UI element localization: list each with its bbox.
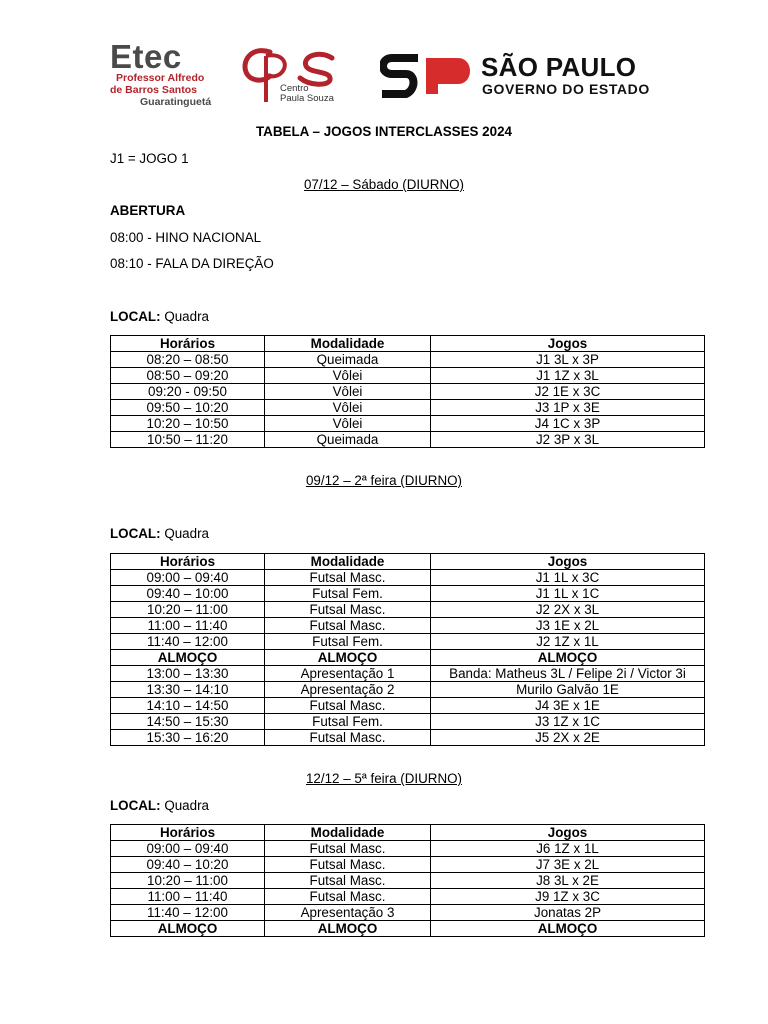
etec-logo-line1: Professor Alfredo <box>116 72 205 84</box>
opening-label: ABERTURA <box>110 203 186 218</box>
day2-local-value: Quadra <box>164 526 209 541</box>
header-modalidade: Modalidade <box>265 336 431 352</box>
cell-modality: Apresentação 3 <box>265 905 431 921</box>
cell-modality: Vôlei <box>265 368 431 384</box>
cell-modality: Futsal Masc. <box>265 889 431 905</box>
cell-modality: Futsal Masc. <box>265 698 431 714</box>
cps-logo-line1: Centro <box>280 83 309 94</box>
cell-game: J4 1C x 3P <box>431 416 705 432</box>
table-row <box>111 400 705 416</box>
table-row <box>111 730 705 746</box>
cell-modality: ALMOÇO <box>265 650 431 666</box>
day3-schedule-table <box>110 824 705 937</box>
cell-modality: Vôlei <box>265 400 431 416</box>
cell-game: J3 1E x 2L <box>431 618 705 634</box>
cell-modality: Apresentação 1 <box>265 666 431 682</box>
day1-heading-text: 07/12 – Sábado (DIURNO) <box>303 177 465 192</box>
day3-heading-text: 12/12 – 5ª feira (DIURNO) <box>305 771 463 786</box>
cell-time: 14:50 – 15:30 <box>111 714 265 730</box>
header-jogos: Jogos <box>431 825 705 841</box>
cell-modality: Futsal Masc. <box>265 873 431 889</box>
cell-modality: Futsal Masc. <box>265 618 431 634</box>
cell-game: J7 3E x 2L <box>431 857 705 873</box>
cell-game: J6 1Z x 1L <box>431 841 705 857</box>
header-jogos: Jogos <box>431 554 705 570</box>
day1-heading <box>0 177 768 192</box>
cell-modality: Futsal Fem. <box>265 586 431 602</box>
opening-item-2: 08:10 - FALA DA DIREÇÃO <box>110 256 274 271</box>
sp-logo-line2: GOVERNO DO ESTADO <box>482 81 650 97</box>
sp-logo-line1: SÃO PAULO <box>481 52 637 82</box>
day1-local-label: LOCAL: <box>110 309 161 324</box>
cell-time: 09:20 - 09:50 <box>111 384 265 400</box>
cell-modality: Futsal Fem. <box>265 714 431 730</box>
sp-mark-icon <box>380 54 476 98</box>
cell-time: 08:20 – 08:50 <box>111 352 265 368</box>
cell-modality: Futsal Masc. <box>265 857 431 873</box>
cell-game: Jonatas 2P <box>431 905 705 921</box>
table-row <box>111 368 705 384</box>
cell-game: J2 2X x 3L <box>431 602 705 618</box>
day3-local-value: Quadra <box>164 798 209 813</box>
cell-game: J2 1Z x 1L <box>431 634 705 650</box>
cell-game: J8 3L x 2E <box>431 873 705 889</box>
table-row <box>111 602 705 618</box>
page-title: TABELA – JOGOS INTERCLASSES 2024 <box>256 124 512 139</box>
legend-text: J1 = JOGO 1 <box>110 151 189 166</box>
day2-local <box>110 526 209 541</box>
cell-time: 11:40 – 12:00 <box>111 905 265 921</box>
table-row <box>111 416 705 432</box>
sao-paulo-logo <box>380 54 660 98</box>
cell-time: 08:50 – 09:20 <box>111 368 265 384</box>
cell-time: 10:20 – 11:00 <box>111 873 265 889</box>
cell-game: Murilo Galvão 1E <box>431 682 705 698</box>
table-row <box>111 666 705 682</box>
cell-game: J1 1L x 1C <box>431 586 705 602</box>
table-row <box>111 618 705 634</box>
cell-game: J1 1L x 3C <box>431 570 705 586</box>
day3-heading <box>0 771 768 786</box>
cell-time: 14:10 – 14:50 <box>111 698 265 714</box>
cell-game: J3 1P x 3E <box>431 400 705 416</box>
cell-time: 09:00 – 09:40 <box>111 841 265 857</box>
cell-time: 13:00 – 13:30 <box>111 666 265 682</box>
cell-modality: Futsal Masc. <box>265 730 431 746</box>
cell-modality: Vôlei <box>265 384 431 400</box>
day3-local-label: LOCAL: <box>110 798 161 813</box>
cell-game: J1 3L x 3P <box>431 352 705 368</box>
cell-time: 09:00 – 09:40 <box>111 570 265 586</box>
cell-modality: ALMOÇO <box>265 921 431 937</box>
table-row <box>111 682 705 698</box>
table-row <box>111 841 705 857</box>
day1-local-value: Quadra <box>164 309 209 324</box>
lunch-row <box>111 650 705 666</box>
cell-modality: Apresentação 2 <box>265 682 431 698</box>
day2-local-label: LOCAL: <box>110 526 161 541</box>
day1-local <box>110 309 209 324</box>
table-row <box>111 905 705 921</box>
table-header-row <box>111 336 705 352</box>
cell-modality: Queimada <box>265 352 431 368</box>
cell-time: 10:20 – 11:00 <box>111 602 265 618</box>
table-header-row <box>111 554 705 570</box>
day1-schedule-table <box>110 335 705 448</box>
cell-game: J2 1E x 3C <box>431 384 705 400</box>
table-row <box>111 714 705 730</box>
lunch-row <box>111 921 705 937</box>
cell-time: 13:30 – 14:10 <box>111 682 265 698</box>
cell-game: J4 3E x 1E <box>431 698 705 714</box>
header-modalidade: Modalidade <box>265 554 431 570</box>
cell-time: ALMOÇO <box>111 921 265 937</box>
cell-time: 15:30 – 16:20 <box>111 730 265 746</box>
table-row <box>111 889 705 905</box>
opening-item-1: 08:00 - HINO NACIONAL <box>110 230 262 245</box>
table-row <box>111 352 705 368</box>
table-row <box>111 432 705 448</box>
cell-time: 11:40 – 12:00 <box>111 634 265 650</box>
cell-game: J3 1Z x 1C <box>431 714 705 730</box>
header-modalidade: Modalidade <box>265 825 431 841</box>
table-row <box>111 873 705 889</box>
cell-game: J5 2X x 2E <box>431 730 705 746</box>
cell-game: Banda: Matheus 3L / Felipe 2i / Victor 3i <box>431 666 705 682</box>
table-row <box>111 384 705 400</box>
table-row <box>111 570 705 586</box>
cell-time: 10:20 – 10:50 <box>111 416 265 432</box>
day2-heading <box>0 473 768 488</box>
cell-time: ALMOÇO <box>111 650 265 666</box>
table-row <box>111 586 705 602</box>
header-horarios: Horários <box>111 336 265 352</box>
day3-local <box>110 798 209 813</box>
header-horarios: Horários <box>111 825 265 841</box>
etec-logo <box>110 38 212 108</box>
cell-time: 09:50 – 10:20 <box>111 400 265 416</box>
cps-logo-line2: Paula Souza <box>280 93 334 104</box>
table-header-row <box>111 825 705 841</box>
header-jogos: Jogos <box>431 336 705 352</box>
cell-time: 11:00 – 11:40 <box>111 889 265 905</box>
cell-modality: Queimada <box>265 432 431 448</box>
cell-game: J9 1Z x 3C <box>431 889 705 905</box>
cell-modality: Futsal Masc. <box>265 841 431 857</box>
cell-modality: Futsal Masc. <box>265 570 431 586</box>
cell-modality: Vôlei <box>265 416 431 432</box>
cell-time: 09:40 – 10:00 <box>111 586 265 602</box>
day2-schedule-table <box>110 553 705 746</box>
cell-time: 09:40 – 10:20 <box>111 857 265 873</box>
table-row <box>111 634 705 650</box>
etec-logo-name: Etec <box>110 38 182 75</box>
table-row <box>111 698 705 714</box>
header-horarios: Horários <box>111 554 265 570</box>
etec-logo-line2: de Barros Santos <box>110 84 197 96</box>
cell-time: 10:50 – 11:20 <box>111 432 265 448</box>
cps-logo <box>240 44 340 106</box>
cell-modality: Futsal Fem. <box>265 634 431 650</box>
cell-modality: Futsal Masc. <box>265 602 431 618</box>
etec-logo-line3: Guaratinguetá <box>140 96 212 108</box>
cell-game: ALMOÇO <box>431 650 705 666</box>
cps-logo-text <box>280 84 334 104</box>
day2-heading-text: 09/12 – 2ª feira (DIURNO) <box>305 473 463 488</box>
cell-game: J1 1Z x 3L <box>431 368 705 384</box>
cell-game: J2 3P x 3L <box>431 432 705 448</box>
table-row <box>111 857 705 873</box>
cell-game: ALMOÇO <box>431 921 705 937</box>
cell-time: 11:00 – 11:40 <box>111 618 265 634</box>
